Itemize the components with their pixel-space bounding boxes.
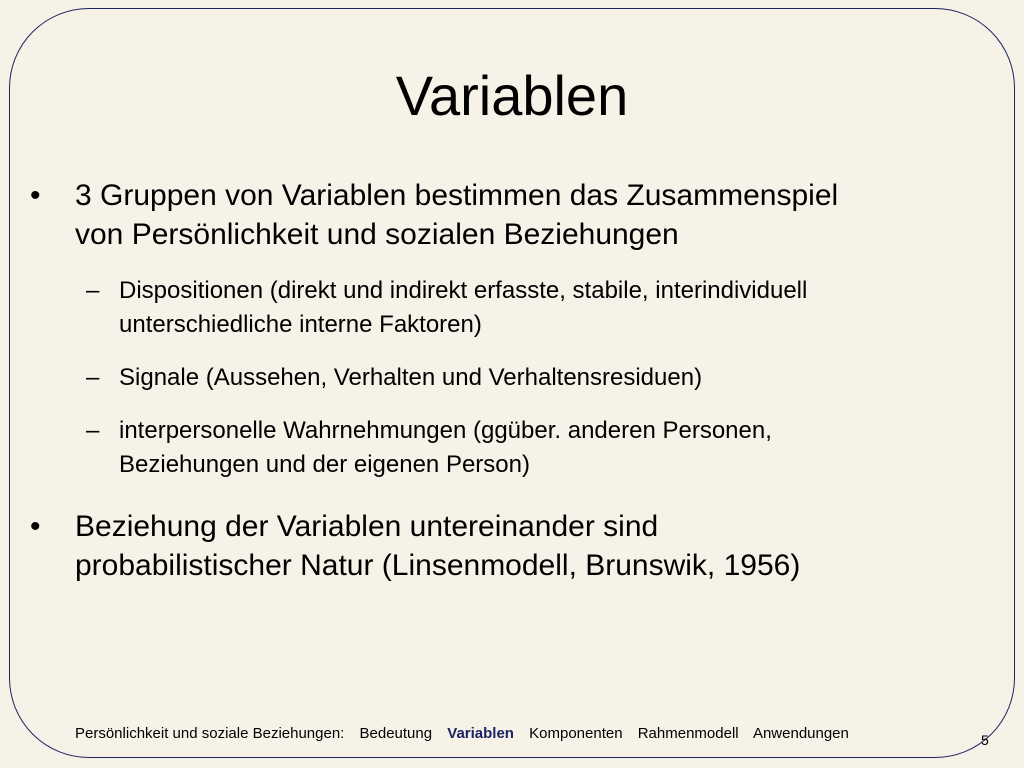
bullet-marker: • [30, 179, 41, 212]
footer-nav-variablen[interactable]: Variablen [447, 725, 514, 742]
subitem-text-line: unterschiedliche interne Faktoren) [119, 311, 482, 338]
bullet-text-line: 3 Gruppen von Variablen bestimmen das Zusammenspiel [75, 179, 839, 212]
dash-marker: – [86, 364, 100, 391]
subitem-text-line: interpersonelle Wahrnehmungen (ggüber. anderen Personen, [119, 417, 772, 444]
bullet-marker: • [30, 510, 41, 543]
footer-nav-komponenten[interactable]: Komponenten [529, 725, 623, 742]
dash-marker: – [86, 277, 100, 304]
page-number: 5 [981, 732, 989, 748]
footer-nav-anwendungen[interactable]: Anwendungen [752, 725, 849, 742]
bullet-text-line: von Persönlichkeit und sozialen Beziehungen [75, 218, 679, 251]
slide-title: Variablen [395, 64, 629, 127]
bullet-text-line: probabilistischer Natur (Linsenmodell, Brunswik, 1956) [75, 549, 801, 582]
footer-nav-bedeutung[interactable]: Bedeutung [359, 725, 433, 742]
dash-marker: – [86, 417, 100, 444]
footer-navigation [75, 723, 860, 745]
bullet-text-line: Beziehung der Variablen untereinander sind [75, 510, 659, 543]
subitem-text-line: Beziehungen und der eigenen Person) [119, 451, 530, 478]
subitem-text-line: Signale (Aussehen, Verhalten und Verhaltensresiduen) [119, 364, 703, 391]
footer-nav-rahmenmodell[interactable]: Rahmenmodell [637, 725, 739, 742]
subitem-text-line: Dispositionen (direkt und indirekt erfasste, stabile, interindividuell [119, 277, 808, 304]
footer-label: Persönlichkeit und soziale Beziehungen: [75, 725, 345, 742]
